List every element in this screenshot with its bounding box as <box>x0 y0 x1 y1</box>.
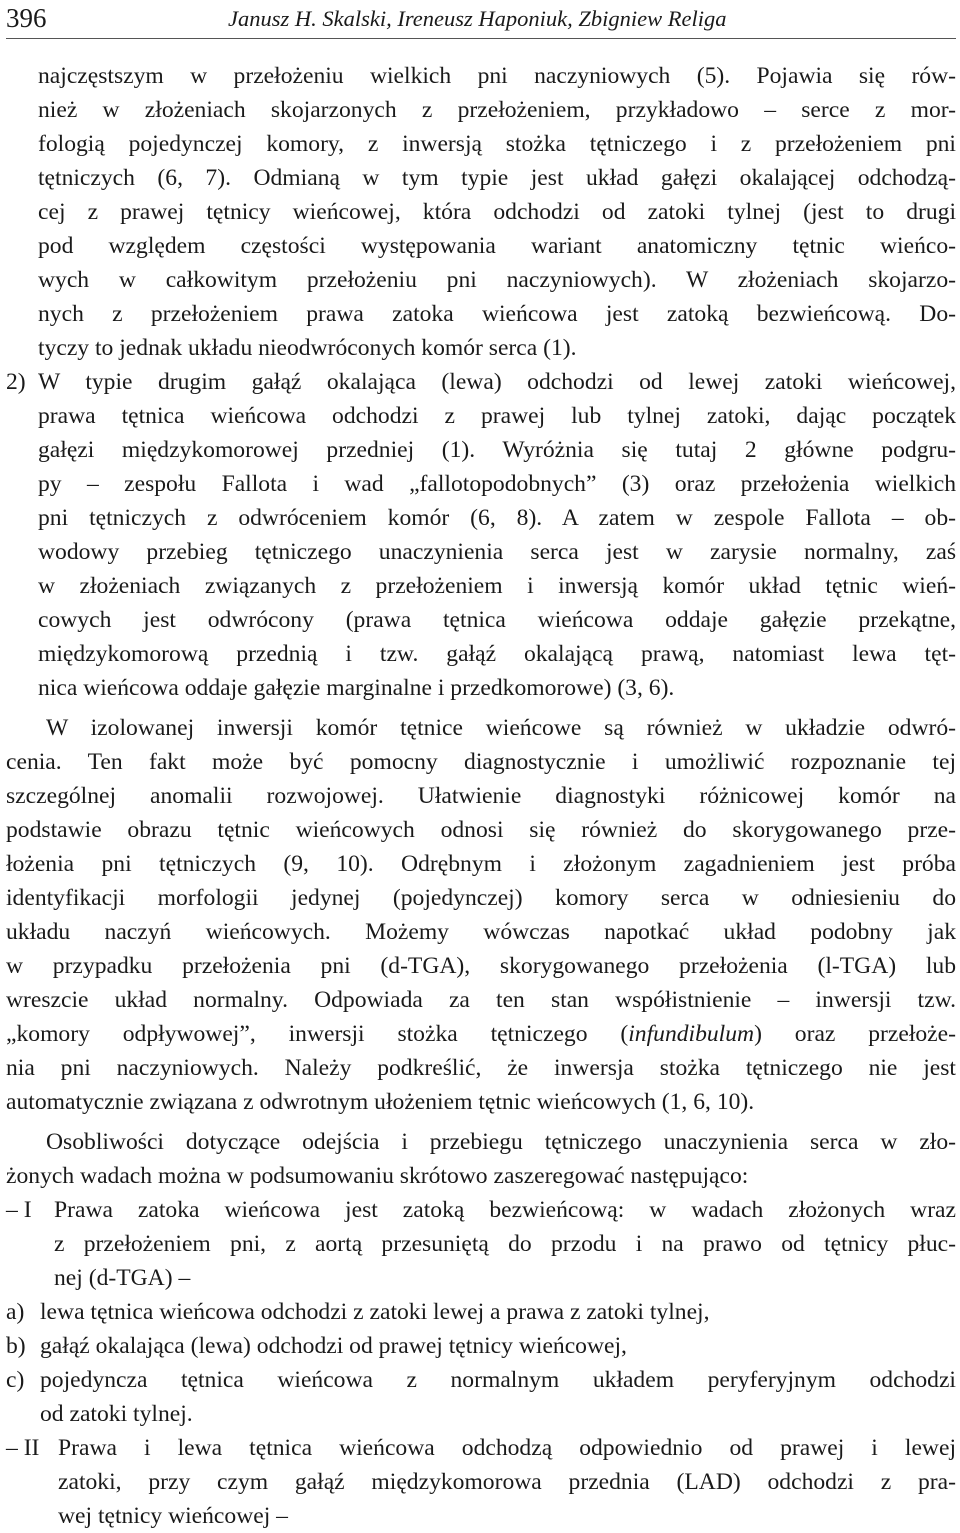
list-label: – I <box>6 1197 32 1223</box>
text-line: żonych wadach można w podsumowaniu skrótowo zaszeregować następująco: <box>6 1163 749 1189</box>
text-line: cenia. Ten fakt może być pomocny diagnostycznie i umożliwić rozpoznanie tej <box>6 749 956 775</box>
text-line: automatycznie związana z odwrotnym ułożeniem tętnic wieńcowych (1, 6, 10). <box>6 1089 755 1115</box>
page-header <box>6 2 956 34</box>
text-line: szczególnej anomalii rozwojowej. Ułatwienie diagnostyki różnicowej komór na <box>6 783 956 809</box>
text-line: cej z prawej tętnicy wieńcowej, która odchodzi od zatoki tylnej (jest to drugi <box>38 199 956 225</box>
text-line: międzykomorową przednią i tzw. gałąź okalającą prawą, natomiast lewa tęt- <box>38 641 956 667</box>
text-line: gałąź okalająca (lewa) odchodzi od prawej tętnicy wieńcowej, <box>40 1333 627 1359</box>
list-label: b) <box>6 1333 26 1359</box>
text-line: z przełożeniem pni, z aortą przesuniętą do przodu i na prawo od tętnicy płuc- <box>54 1231 956 1257</box>
text-line: Prawa i lewa tętnica wieńcowa odchodzą odpowiednio od prawej i lewej <box>58 1435 956 1461</box>
text-line: lewa tętnica wieńcowa odchodzi z zatoki lewej a prawa z zatoki tylnej, <box>40 1299 710 1325</box>
text-line: wodowy przebieg tętniczego unaczynienia serca jest w zarysie normalny, zaś <box>38 539 956 565</box>
text-line: układu naczyń wieńcowych. Możemy wówczas napotkać układ podobny jak <box>6 919 956 945</box>
running-head: Janusz H. Skalski, Ireneusz Haponiuk, Zbigniew Religa <box>228 6 727 31</box>
text-line: nia pni naczyniowych. Należy podkreślić, że inwersja stożka tętniczego nie jest <box>6 1055 956 1081</box>
text-line: od zatoki tylnej. <box>40 1401 193 1427</box>
text-line: wej tętnicy wieńcowej – <box>58 1503 288 1529</box>
text-line: nież w złożeniach skojarzonych z przełożeniem, przykładowo – serce z mor- <box>38 97 956 123</box>
text-line: nej (d-TGA) – <box>54 1265 191 1291</box>
text-line: nica wieńcowa oddaje gałęzie marginalne i przedkomorowe) (3, 6). <box>38 675 675 701</box>
text-line: fologią pojedynczej komory, z inwersją stożka tętniczego i z przełożeniem pni <box>38 131 956 157</box>
text-line: cowych jest odwrócony (prawa tętnica wieńcowa oddaje gałęzie przekątne, <box>38 607 956 633</box>
text-line: wreszcie układ normalny. Odpowiada za ten stan współistnienie – inwersji tzw. <box>6 987 956 1013</box>
text-line: podstawie obrazu tętnic wieńcowych odnosi się również do skorygowanego prze- <box>6 817 956 843</box>
text-line: identyfikacji morfologii jedynej (pojedynczej) komory serca w odniesieniu do <box>6 885 956 911</box>
text-line: W izolowanej inwersji komór tętnice wieńcowe są również w układzie odwró- <box>46 715 956 741</box>
text-line: prawa tętnica wieńcowa odchodzi z prawej lub tylnej zatoki, dając początek <box>38 403 956 429</box>
text-line: Prawa zatoka wieńcowa jest zatoką bezwieńcową: w wadach złożonych wraz <box>54 1197 956 1223</box>
text-line: nych z przełożeniem prawa zatoka wieńcowa jest zatoką bezwieńcową. Do- <box>38 301 956 327</box>
text-line: w złożeniach związanych z przełożeniem i inwersją komór układ tętnic wień- <box>38 573 956 599</box>
list-label: 2) <box>6 369 26 395</box>
text-line: W typie drugim gałąź okalająca (lewa) odchodzi od lewej zatoki wieńcowej, <box>38 369 956 395</box>
list-label: c) <box>6 1367 25 1393</box>
text-line: tętniczych (6, 7). Odmianą w tym typie jest układ gałęzi okalającej odchodzą- <box>38 165 956 191</box>
text-line: „komory odpływowej”, inwersji stożka tętniczego (infundibulum) oraz przełoże- <box>6 1021 956 1047</box>
text-line: py – zespołu Fallota i wad „fallotopodobnych” (3) oraz przełożenia wielkich <box>38 471 956 497</box>
text-line: najczęstszym w przełożeniu wielkich pni naczyniowych (5). Pojawia się rów- <box>38 63 956 89</box>
text-line: łożenia pni tętniczych (9, 10). Odrębnym i złożonym zagadnieniem jest próba <box>6 851 956 877</box>
text-line: zatoki, przy czym gałąź międzykomorowa przednia (LAD) odchodzi z pra- <box>58 1469 956 1495</box>
text-line: pni tętniczych z odwróceniem komór (6, 8). A zatem w zespole Fallota – ob- <box>38 505 956 531</box>
text-line: pojedyncza tętnica wieńcowa z normalnym układem peryferyjnym odchodzi <box>40 1367 956 1393</box>
text-line: wych w całkowitym przełożeniu pni naczyniowych). W złożeniach skojarzo- <box>38 267 956 293</box>
text-line: gałęzi międzykomorowej przedniej (1). Wyróżnia się tutaj 2 główne podgru- <box>38 437 956 463</box>
page-number: 396 <box>6 3 47 33</box>
text-line: Osobliwości dotyczące odejścia i przebiegu tętniczego unaczynienia serca w zło- <box>46 1129 956 1155</box>
text-line: pod względem częstości występowania wariant anatomiczny tętnic wieńco- <box>38 233 956 259</box>
text-line: w przypadku przełożenia pni (d-TGA), skorygowanego przełożenia (l-TGA) lub <box>6 953 956 979</box>
text-line: tyczy to jednak układu nieodwróconych komór serca (1). <box>38 335 577 361</box>
italic-term: infundibulum <box>628 1021 755 1047</box>
list-label: – II <box>6 1435 40 1461</box>
header-rule <box>6 38 956 39</box>
list-label: a) <box>6 1299 25 1325</box>
